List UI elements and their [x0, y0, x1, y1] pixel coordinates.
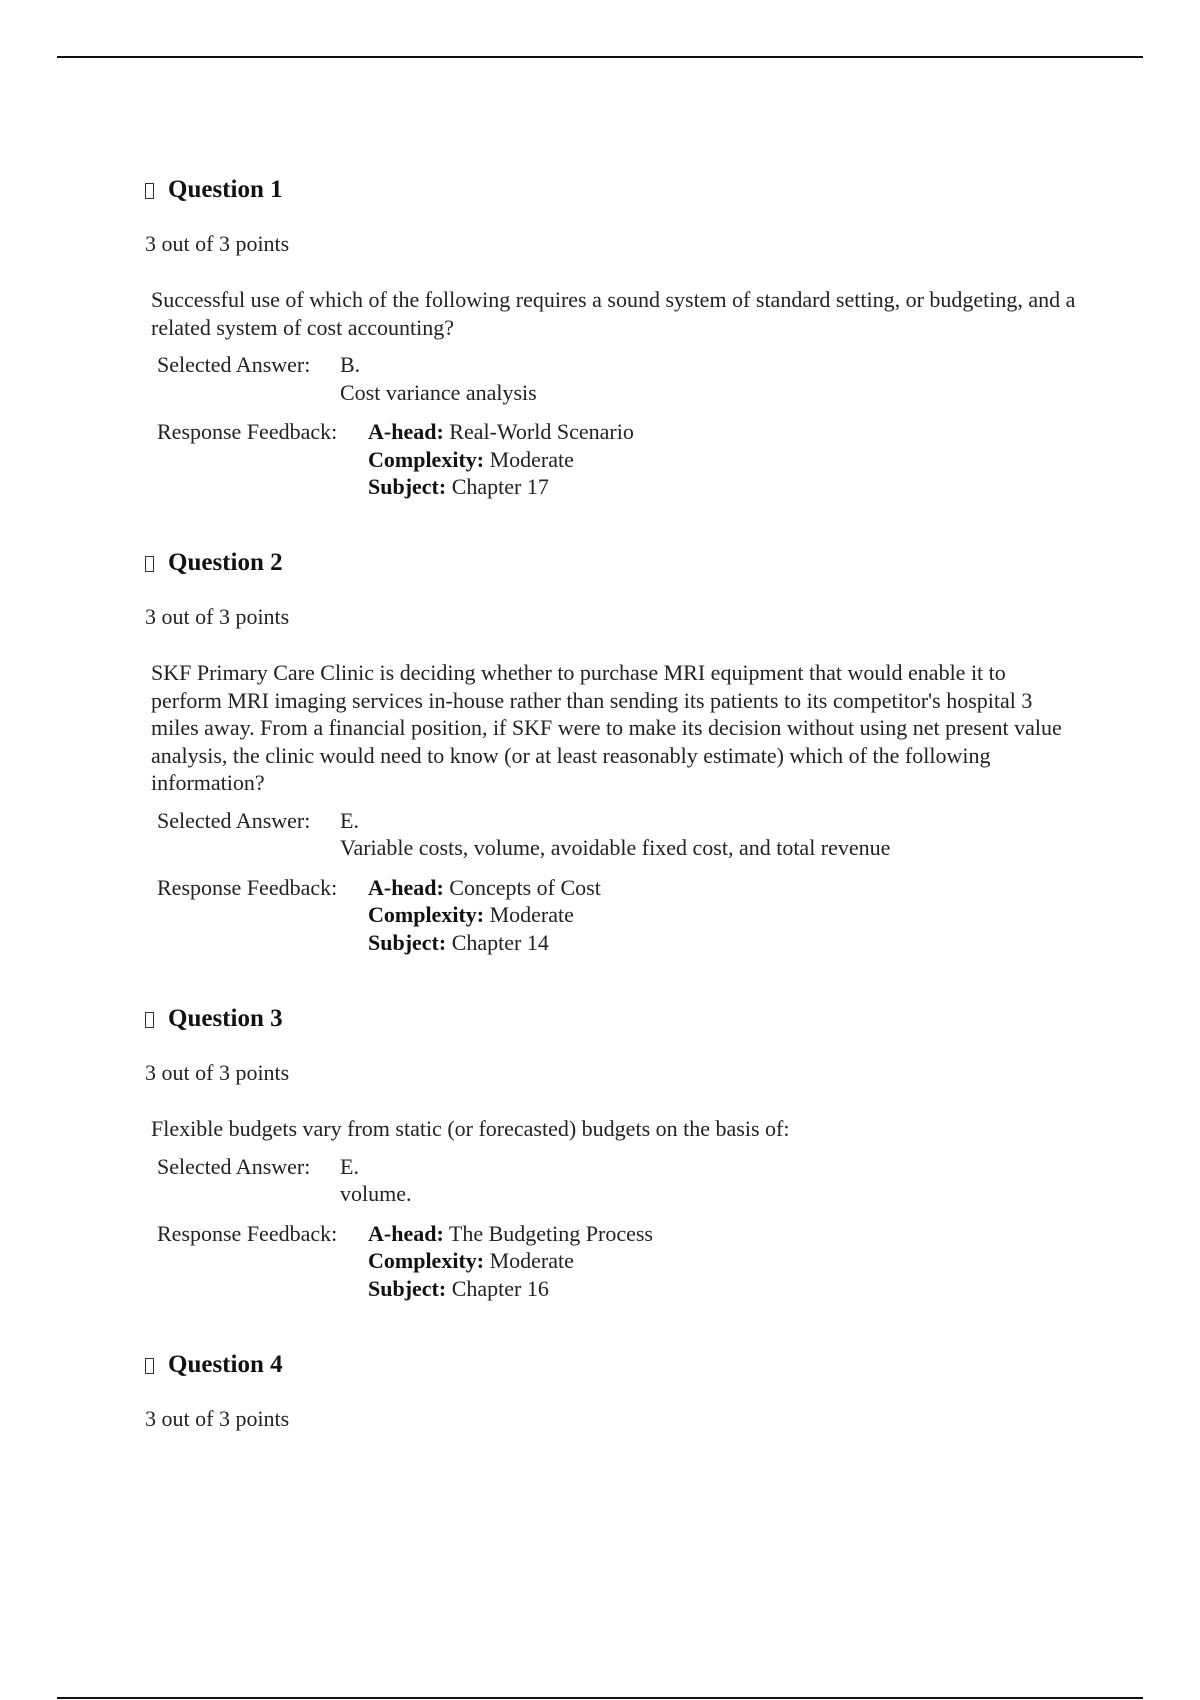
- question-text: Flexible budgets vary from static (or forecasted) budgets on the basis of:: [151, 1116, 790, 1141]
- feedback-ahead-key: A-head:: [368, 874, 444, 900]
- question-points: 3 out of 3 points: [145, 231, 290, 256]
- question-points: 3 out of 3 points: [145, 604, 290, 629]
- feedback-ahead-key: A-head:: [368, 1220, 444, 1246]
- response-feedback-value: [368, 1220, 653, 1303]
- feedback-ahead-key: A-head:: [368, 419, 444, 444]
- selected-answer-label: Selected Answer:: [157, 352, 311, 377]
- selected-answer-row: [157, 351, 1085, 406]
- feedback-complexity-key: Complexity:: [368, 446, 485, 472]
- selected-answer-value: [340, 351, 537, 406]
- selected-answer-value: [340, 807, 890, 862]
- feedback-subject-value: Chapter 14: [451, 929, 549, 955]
- selected-answer-label: Selected Answer:: [157, 807, 311, 833]
- question-title: Question 2: [168, 549, 283, 576]
- question-header: [145, 1003, 1085, 1035]
- question-title: Question 3: [168, 1005, 283, 1032]
- question-block-2: [145, 547, 1085, 956]
- response-feedback-label: Response Feedback:: [157, 1220, 338, 1246]
- question-status-icon: [145, 1358, 154, 1374]
- question-text: SKF Primary Care Clinic is deciding whether to purchase MRI equipment that would enable it to perform MRI imaging services in-house rather than sending its patients to its competitor's hospital 3 miles away. From a financial position, if SKF were to make its decision without using net present value analysis, the clinic would need to know (or at least reasonably estimate) which of the following information?: [151, 660, 1062, 795]
- selected-answer-label: Selected Answer:: [157, 1153, 311, 1179]
- feedback-ahead-value: Concepts of Cost: [449, 874, 601, 900]
- response-feedback-value: [368, 418, 634, 501]
- feedback-complexity: [368, 446, 634, 474]
- selected-answer-letter: E.: [340, 807, 359, 833]
- question-status-icon: [145, 556, 154, 572]
- response-feedback-value: [368, 874, 601, 957]
- question-block-1: [145, 174, 1085, 501]
- question-status-icon: [145, 1012, 154, 1028]
- feedback-subject: [368, 1275, 653, 1303]
- feedback-subject-key: Subject:: [368, 474, 447, 499]
- response-feedback-row: [157, 418, 1085, 501]
- feedback-ahead: [368, 418, 634, 446]
- selected-answer-letter: B.: [340, 352, 361, 377]
- feedback-ahead: [368, 874, 601, 902]
- feedback-complexity: [368, 901, 601, 929]
- feedback-subject: [368, 929, 601, 957]
- feedback-ahead: [368, 1220, 653, 1248]
- feedback-ahead-value: Real-World Scenario: [449, 419, 634, 444]
- selected-answer-text: volume.: [340, 1181, 412, 1206]
- question-block-3: [145, 1003, 1085, 1302]
- feedback-subject-value: Chapter 16: [451, 1275, 549, 1301]
- feedback-complexity-value: Moderate: [489, 446, 574, 472]
- question-header: [145, 547, 1085, 579]
- question-title: Question 1: [168, 176, 283, 203]
- selected-answer-text: Cost variance analysis: [340, 379, 537, 405]
- feedback-complexity-value: Moderate: [489, 902, 574, 927]
- selected-answer-value: [340, 1153, 412, 1208]
- bottom-rule: [57, 1697, 1143, 1699]
- top-rule: [57, 56, 1143, 58]
- question-header: [145, 174, 1085, 206]
- feedback-subject: [368, 473, 634, 501]
- response-feedback-label: Response Feedback:: [157, 419, 338, 444]
- feedback-complexity-value: Moderate: [489, 1248, 574, 1273]
- question-block-4: [145, 1349, 1085, 1435]
- feedback-complexity-key: Complexity:: [368, 902, 485, 927]
- feedback-subject-key: Subject:: [368, 1275, 447, 1301]
- feedback-subject-key: Subject:: [368, 929, 447, 955]
- question-header: [145, 1349, 1085, 1381]
- selected-answer-row: [157, 1153, 1085, 1208]
- selected-answer-letter: E.: [340, 1153, 359, 1179]
- feedback-complexity-key: Complexity:: [368, 1248, 485, 1273]
- question-points: 3 out of 3 points: [145, 1406, 290, 1431]
- feedback-subject-value: Chapter 17: [451, 474, 549, 499]
- question-title: Question 4: [168, 1351, 283, 1378]
- feedback-complexity: [368, 1247, 653, 1275]
- selected-answer-text: Variable costs, volume, avoidable fixed cost, and total revenue: [340, 835, 891, 860]
- question-text: Successful use of which of the following requires a sound system of standard setting, or budgeting, and a related system of cost accounting?: [151, 287, 1076, 340]
- question-points: 3 out of 3 points: [145, 1060, 290, 1085]
- response-feedback-row: [157, 1220, 1085, 1303]
- feedback-ahead-value: The Budgeting Process: [448, 1220, 653, 1246]
- question-status-icon: [145, 183, 154, 199]
- selected-answer-row: [157, 807, 1085, 862]
- response-feedback-row: [157, 874, 1085, 957]
- response-feedback-label: Response Feedback:: [157, 874, 338, 900]
